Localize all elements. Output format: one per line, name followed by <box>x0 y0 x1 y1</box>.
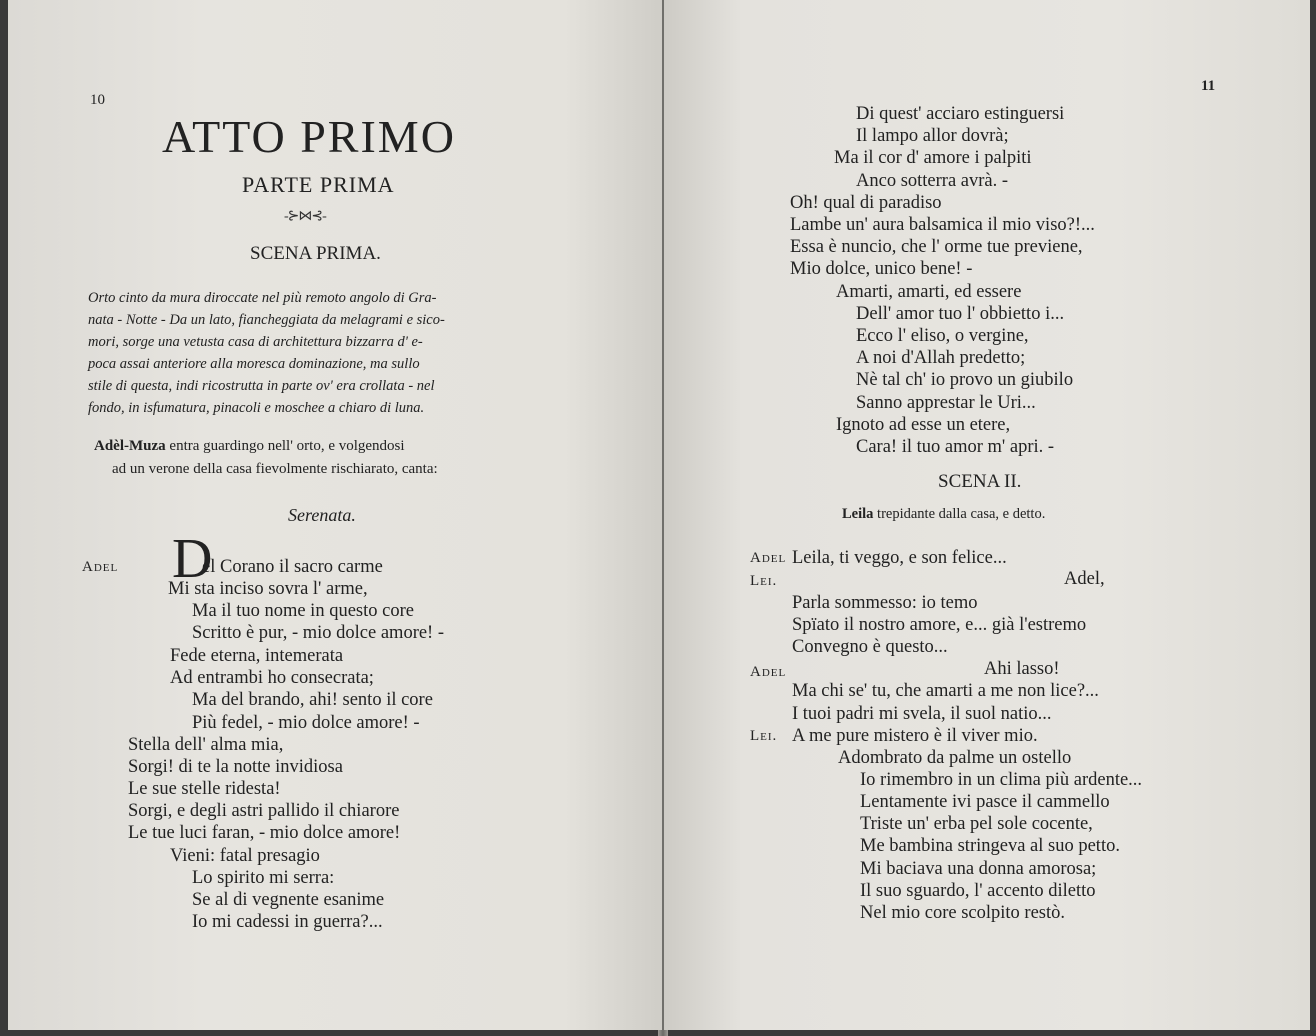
dialogue-line: Mi baciava una donna amorosa; <box>860 859 1097 879</box>
verse-line: Io mi cadessi in guerra?... <box>192 912 383 932</box>
dialogue-line: Me bambina stringeva al suo petto. <box>860 836 1120 856</box>
dialogue-line: Adombrato da palme un ostello <box>838 748 1072 768</box>
ornament-divider: -⊱⋈⊰- <box>284 209 326 224</box>
stage-direction-text: entra guardingo nell' orto, e volgendosi <box>165 438 405 454</box>
verse-line: Scritto è pur, - mio dolce amore! - <box>192 623 445 643</box>
page-number: 10 <box>90 92 105 108</box>
serenata-label: Serenata. <box>288 505 356 525</box>
dialogue-line: Ahi lasso! <box>984 659 1060 679</box>
page-number: 11 <box>1201 78 1216 94</box>
part-subtitle: PARTE PRIMA <box>242 172 395 197</box>
verse-line: Sorgi, e degli astri pallido il chiarore <box>128 801 400 821</box>
scene-title: SCENA PRIMA. <box>250 243 381 264</box>
verse-line: Ma il tuo nome in questo core <box>192 601 414 621</box>
description-line: nata - Notte - Da un lato, fiancheggiata da melagrami e sico- <box>88 312 445 328</box>
verse-line: Ma il cor d' amore i palpiti <box>834 148 1032 168</box>
dialogue-line: Lentamente ivi pasce il cammello <box>860 792 1110 812</box>
description-line: fondo, in isfumatura, pinacoli e moschee a chiaro di luna. <box>88 400 425 416</box>
verse-line: Oh! qual di paradiso <box>790 193 942 213</box>
dialogue-line: A me pure mistero è il viver mio. <box>792 726 1038 746</box>
verse-line: Più fedel, - mio dolce amore! - <box>192 713 420 733</box>
dialogue-line: Io rimembro in un clima più ardente... <box>860 770 1143 790</box>
verse-line: Stella dell' alma mia, <box>128 735 284 755</box>
verse-line: Fede eterna, intemerata <box>170 646 344 666</box>
verse-line: Lambe un' aura balsamica il mio viso?!... <box>790 215 1095 235</box>
speaker-label: Adel <box>82 559 119 575</box>
stage-direction-text: trepidante dalla casa, e detto. <box>873 506 1046 522</box>
dialogue-line: Parla sommesso: io temo <box>792 593 978 613</box>
speaker-label: Adel <box>750 550 787 566</box>
stage-direction <box>842 506 1045 523</box>
left-page <box>8 0 662 1030</box>
scene-title: SCENA II. <box>938 471 1022 492</box>
scene-description <box>88 287 445 419</box>
act-title: ATTO PRIMO <box>162 111 456 162</box>
dialogue-line: Leila, ti veggo, e son felice... <box>792 548 1007 568</box>
verse-line: Cara! il tuo amor m' apri. - <box>856 437 1055 457</box>
dialogue-line: Il suo sguardo, l' accento diletto <box>860 881 1096 901</box>
stage-direction <box>94 438 405 455</box>
speaker-label: Adel <box>750 664 787 680</box>
verse-line: Dell' amor tuo l' obbietto i... <box>856 304 1065 324</box>
drop-cap: D <box>172 528 213 590</box>
dialogue-line: Nel mio core scolpito restò. <box>860 903 1065 923</box>
verse-line: Ma del brando, ahi! sento il core <box>192 690 433 710</box>
verse-line: Il lampo allor dovrà; <box>856 126 1009 146</box>
verse-line: Amarti, amarti, ed essere <box>836 282 1022 302</box>
right-page <box>664 0 1310 1030</box>
dialogue-line: Convegno è questo... <box>792 637 948 657</box>
verse-line: Essa è nuncio, che l' orme tue previene, <box>790 237 1083 257</box>
verse-line: Ignoto ad esse un etere, <box>836 415 1011 435</box>
verse-line: Se al di vegnente esanime <box>192 890 385 910</box>
character-name: Adèl-Muza <box>94 438 166 454</box>
verse-line: Mi sta inciso sovra l' arme, <box>168 579 368 599</box>
verse-line: Le sue stelle ridesta! <box>128 779 281 799</box>
verse-line: Sanno apprestar le Uri... <box>856 393 1036 413</box>
verse-line: A noi d'Allah predetto; <box>856 348 1026 368</box>
dialogue-line: Triste un' erba pel sole cocente, <box>860 814 1093 834</box>
verse-line: Ad entrambi ho consecrata; <box>170 668 374 688</box>
speaker-label: Lei. <box>750 573 778 589</box>
stage-direction-line: ad un verone della casa fievolmente rischiarato, canta: <box>112 461 438 477</box>
verse-line: el Corano il sacro carme <box>202 557 383 577</box>
verse-line: Anco sotterra avrà. - <box>856 171 1009 191</box>
character-name: Leila <box>842 506 874 522</box>
description-line: poca assai anteriore alla moresca dominazione, ma sullo <box>88 356 420 372</box>
verse-line: Le tue luci faran, - mio dolce amore! <box>128 823 401 843</box>
description-line: mori, sorge una vetusta casa di architettura bizzarra d' e- <box>88 334 423 350</box>
dialogue-line: Spïato il nostro amore, e... già l'estremo <box>792 615 1087 635</box>
dialogue-line: Ma chi se' tu, che amarti a me non lice?... <box>792 681 1099 701</box>
dialogue-line: I tuoi padri mi svela, il suol natio... <box>792 704 1052 724</box>
verse-line: Nè tal ch' io provo un giubilo <box>856 370 1074 390</box>
verse-line: Vieni: fatal presagio <box>170 846 320 866</box>
verse-line: Ecco l' eliso, o vergine, <box>856 326 1029 346</box>
speaker-label: Lei. <box>750 728 778 744</box>
description-line: Orto cinto da mura diroccate nel più remoto angolo di Gra- <box>88 290 437 306</box>
verse-line: Lo spirito mi serra: <box>192 868 335 888</box>
verse-line: Sorgi! di te la notte invidiosa <box>128 757 343 777</box>
verse-line: Di quest' acciaro estinguersi <box>856 104 1065 124</box>
verse-line: Mio dolce, unico bene! - <box>790 259 973 279</box>
description-line: stile di questa, indi ricostrutta in parte ov' era crollata - nel <box>88 378 435 394</box>
dialogue-line: Adel, <box>1064 569 1105 589</box>
